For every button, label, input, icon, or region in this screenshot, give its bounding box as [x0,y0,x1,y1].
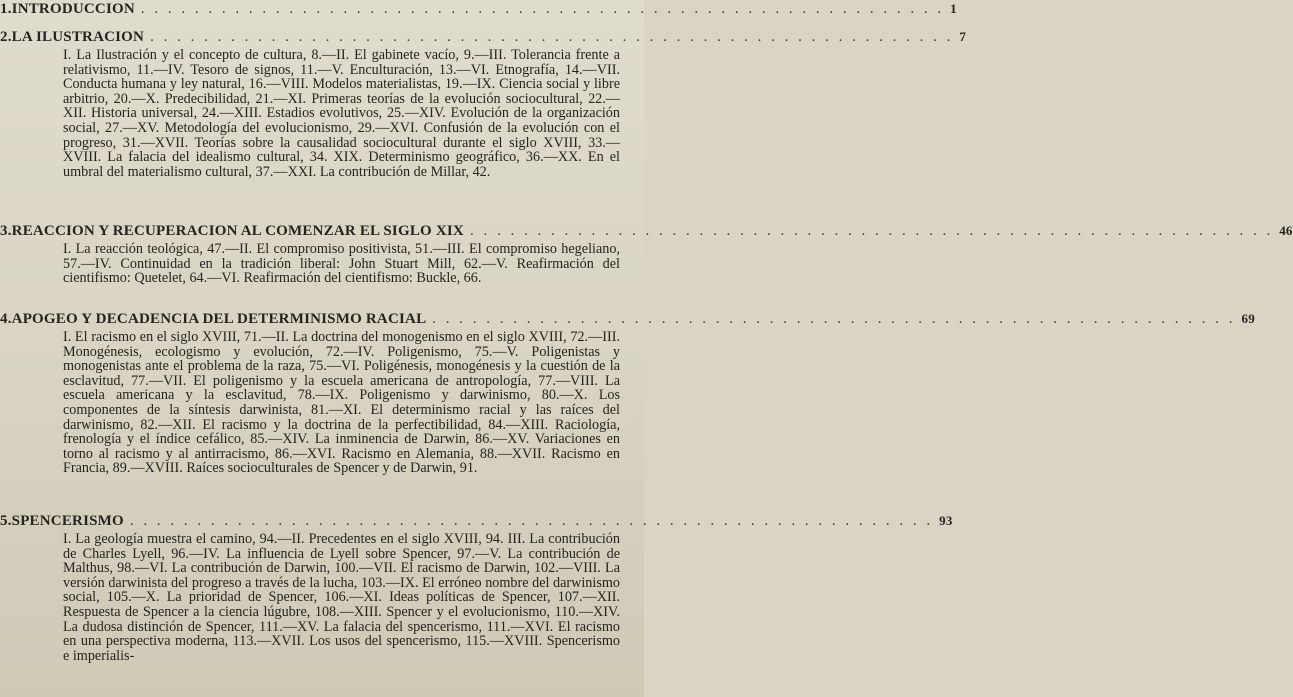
chapter-number: 5. [0,513,12,529]
chapter-page-number: 1 [950,1,957,16]
chapter-number: 3. [0,223,12,239]
chapter-title: SPENCERISMO [11,513,124,529]
chapter-title: APOGEO Y DECADENCIA DEL DETERMINISMO RACIAL [11,311,427,327]
chapter-title: LA ILUSTRACION [11,29,145,45]
chapter-2 [0,28,967,180]
chapter-3 [0,222,1293,287]
dot-leader: . . . . . . . . . . . . . . . . . . . . . . . . . . . . . . . . . . . . . . . . . . . . . . . . . . . . . . . . . . . . [432,311,1236,327]
chapter-page-number: 7 [959,29,967,44]
chapter-3-heading [0,222,1293,240]
chapter-contents: I. La Ilustración y el concepto de cultura, 8.—II. El gabinete vacío, 9.—III. Tolerancia frente a relativismo, 11.—IV. Tesoro de signos, 11.—V. Enculturación, 13.—VI. Etnografía, 14.—VII. Conducta humana y ley natural, 16.—VIII. Modelos materialistas, 19.—IX. Ciencia social y libre arbitrio, 20.—X. Predecibilidad, 21.—XI. Primeras teorías de la evolución sociocultural, 22.—XII. Historia universal, 24.—XIII. Estadios evolutivos, 25.—XIV. Evolución de la organización social, 27.—XV. Metodología del evolucionismo, 29.—XVI. Confusión de la evolución con el progreso, 31.—XVII. Teorías sobre la causalidad sociocultural durante el siglo XVIII, 33.—XVIII. La falacia del idealismo cultural, 34. XIX. Determinismo geográfico, 36.—XX. En el umbral del materialismo cultural, 37.—XXI. La contribución de Millar, 42. [63,47,620,180]
chapter-page-number: 69 [1241,311,1255,326]
chapter-contents: I. La geología muestra el camino, 94.—II. Precedentes en el siglo XVIII, 94. III. La contribución de Charles Lyell, 96.—IV. La influencia de Lyell sobre Spencer, 97.—V. La contribución de Malthus, 98.—VI. La contribución de Darwin, 100.—VII. El racismo de Darwin, 102.—VIII. La versión darwinista del progreso a través de la lucha, 103.—IX. El erróneo nombre del darwinismo social, 105.—X. La prioridad de Spencer, 106.—XI. Ideas políticas de Spencer, 107.—XII. Respuesta de Spencer a la ciencia lúgubre, 108.—XIII. Spencer y el evolucionismo, 110.—XIV. La dudosa distinción de Spencer, 111.—XV. La falacia del spencerismo, 111.—XVI. El racismo en una perspectiva moderna, 113.—XVII. Los usos del spencerismo, 115.—XVIII. Spencerismo e imperialis- [63,531,620,664]
chapter-1 [0,0,957,18]
chapter-title: INTRODUCCION [11,1,135,17]
chapter-number: 2. [0,29,12,45]
chapter-5 [0,512,953,664]
chapter-title: REACCION Y RECUPERACION AL COMENZAR EL SIGLO XIX [11,223,464,239]
chapter-5-heading [0,512,953,530]
dot-leader: . . . . . . . . . . . . . . . . . . . . . . . . . . . . . . . . . . . . . . . . . . . . . . . . . . . . . . . . . . . . [129,513,934,529]
chapter-page-number: 93 [939,513,953,528]
chapter-4-heading [0,310,1255,328]
chapter-2-heading [0,28,967,46]
dot-leader: . . . . . . . . . . . . . . . . . . . . . . . . . . . . . . . . . . . . . . . . . . . . . . . . . . . . . . . . . . . . [469,223,1274,239]
chapter-contents: I. El racismo en el siglo XVIII, 71.—II. La doctrina del monogenismo en el siglo XVIII, 72.—III. Monogénesis, ecologismo y evolución, 72.—IV. Poligenismo, 75.—V. Poligenistas y monogenistas ante el problema de la raza, 75.—VI. Poligénesis, monogénesis y la cuestión de la esclavitud, 77.—VII. El poligenismo y la escuela americana de antropología, 77.—VIII. La escuela americana y la esclavitud, 78.—IX. Poligenismo y darwinismo, 80.—X. Los componentes de la síntesis darwinista, 81.—XI. El determinismo racial y las raíces del darwinismo, 82.—XII. El racismo y la doctrina de la perfectibilidad, 84.—XIII. Raciología, frenología y el índice cefálico, 85.—XIV. La inminencia de Darwin, 86.—XV. Variaciones en torno al racismo y al antirracismo, 86.—XVI. Racismo en Alemania, 88.—XVII. Racismo en Francia, 89.—XVIII. Raíces socioculturales de Spencer y de Darwin, 91. [63,329,620,477]
chapter-contents: I. La reacción teológica, 47.—II. El compromiso positivista, 51.—III. El compromiso hegeliano, 57.—IV. Continuidad en la tradición liberal: John Stuart Mill, 62.—V. Reafirmación del cientifismo: Quetelet, 64.—VI. Reafirmación del cientifismo: Buckle, 66. [63,241,620,287]
chapter-1-heading [0,0,957,18]
chapter-number: 1. [0,1,12,17]
dot-leader: . . . . . . . . . . . . . . . . . . . . . . . . . . . . . . . . . . . . . . . . . . . . . . . . . . . . . . . . . . . . [140,1,945,17]
chapter-page-number: 46 [1279,223,1293,238]
dot-leader: . . . . . . . . . . . . . . . . . . . . . . . . . . . . . . . . . . . . . . . . . . . . . . . . . . . . . . . . . . . . [150,29,954,45]
chapter-4 [0,310,1255,477]
chapter-number: 4. [0,311,12,327]
